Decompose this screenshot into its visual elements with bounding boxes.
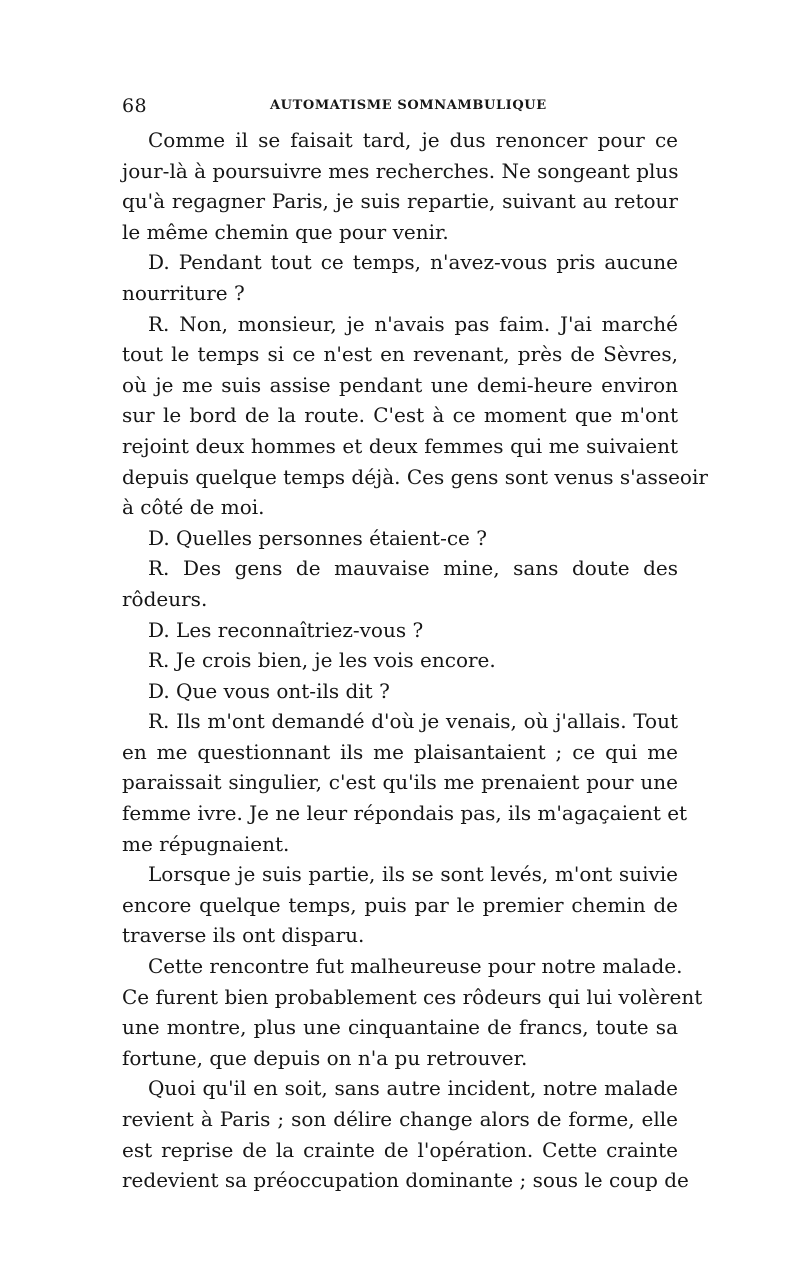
text-line: sur le bord de la route. C'est à ce moment que m'ont <box>122 403 678 428</box>
text-line: jour-là à poursuivre mes recherches. Ne songeant plus <box>122 158 679 183</box>
text-line: encore quelque temps, puis par le premier chemin de <box>122 892 678 917</box>
text-line: Quoi qu'il en soit, sans autre incident, notre malade <box>148 1076 678 1101</box>
text-line: femme ivre. Je ne leur répondais pas, ils m'agaçaient et <box>122 801 688 826</box>
text-line: D. Quelles personnes étaient-ce ? <box>148 525 487 550</box>
text-line: Cette rencontre fut malheureuse pour notre malade. <box>148 954 683 979</box>
text-line: rejoint deux hommes et deux femmes qui me suivaient <box>122 433 678 458</box>
text-line: le même chemin que pour venir. <box>122 219 449 244</box>
text-line: où je me suis assise pendant une demi-heure environ <box>122 372 678 397</box>
text-line: Ce furent bien probablement ces rôdeurs qui lui volèrent <box>122 984 703 1009</box>
text-line: R. Non, monsieur, je n'avais pas faim. J'ai marché <box>148 311 678 336</box>
text-line: qu'à regagner Paris, je suis repartie, suivant au retour <box>122 189 678 214</box>
text-line: à côté de moi. <box>122 495 265 520</box>
text-line: Comme il se faisait tard, je dus renoncer pour ce <box>148 128 678 152</box>
text-line: D. Les reconnaîtriez-vous ? <box>148 617 424 642</box>
text-line: rôdeurs. <box>122 586 208 611</box>
text-line: me répugnaient. <box>122 831 290 856</box>
text-line: est reprise de la crainte de l'opération. Cette crainte <box>122 1137 678 1162</box>
text-line: D. Que vous ont-ils dit ? <box>148 678 390 703</box>
text-line: revient à Paris ; son délire change alors de forme, elle <box>122 1107 678 1131</box>
text-line: redevient sa préoccupation dominante ; sous le coup de <box>122 1168 689 1193</box>
text-line: une montre, plus une cinquantaine de francs, toute sa <box>122 1015 678 1040</box>
running-header <box>122 95 682 121</box>
text-line: R. Des gens de mauvaise mine, sans doute des <box>148 556 678 581</box>
text-line: R. Ils m'ont demandé d'où je venais, où j'allais. Tout <box>148 709 678 734</box>
text-line: tout le temps si ce n'est en revenant, près de Sèvres, <box>122 342 678 367</box>
text-line: R. Je crois bien, je les vois encore. <box>148 648 496 673</box>
text-line: traverse ils ont disparu. <box>122 923 365 948</box>
text-line: en me questionnant ils me plaisantaient ; ce qui me <box>122 739 678 764</box>
text-line: depuis quelque temps déjà. Ces gens sont venus s'asseoir <box>122 464 708 489</box>
body-text <box>122 125 708 1196</box>
text-line: nourriture ? <box>122 280 245 305</box>
text-line: Lorsque je suis partie, ils se sont levés, m'ont suivie <box>148 862 678 887</box>
page-number: 68 <box>122 95 147 117</box>
running-title: AUTOMATISME SOMNAMBULIQUE <box>270 98 547 113</box>
text-line: D. Pendant tout ce temps, n'avez-vous pris aucune <box>148 250 678 275</box>
text-line: fortune, que depuis on n'a pu retrouver. <box>122 1045 528 1070</box>
text-line: paraissait singulier, c'est qu'ils me prenaient pour une <box>122 770 678 795</box>
